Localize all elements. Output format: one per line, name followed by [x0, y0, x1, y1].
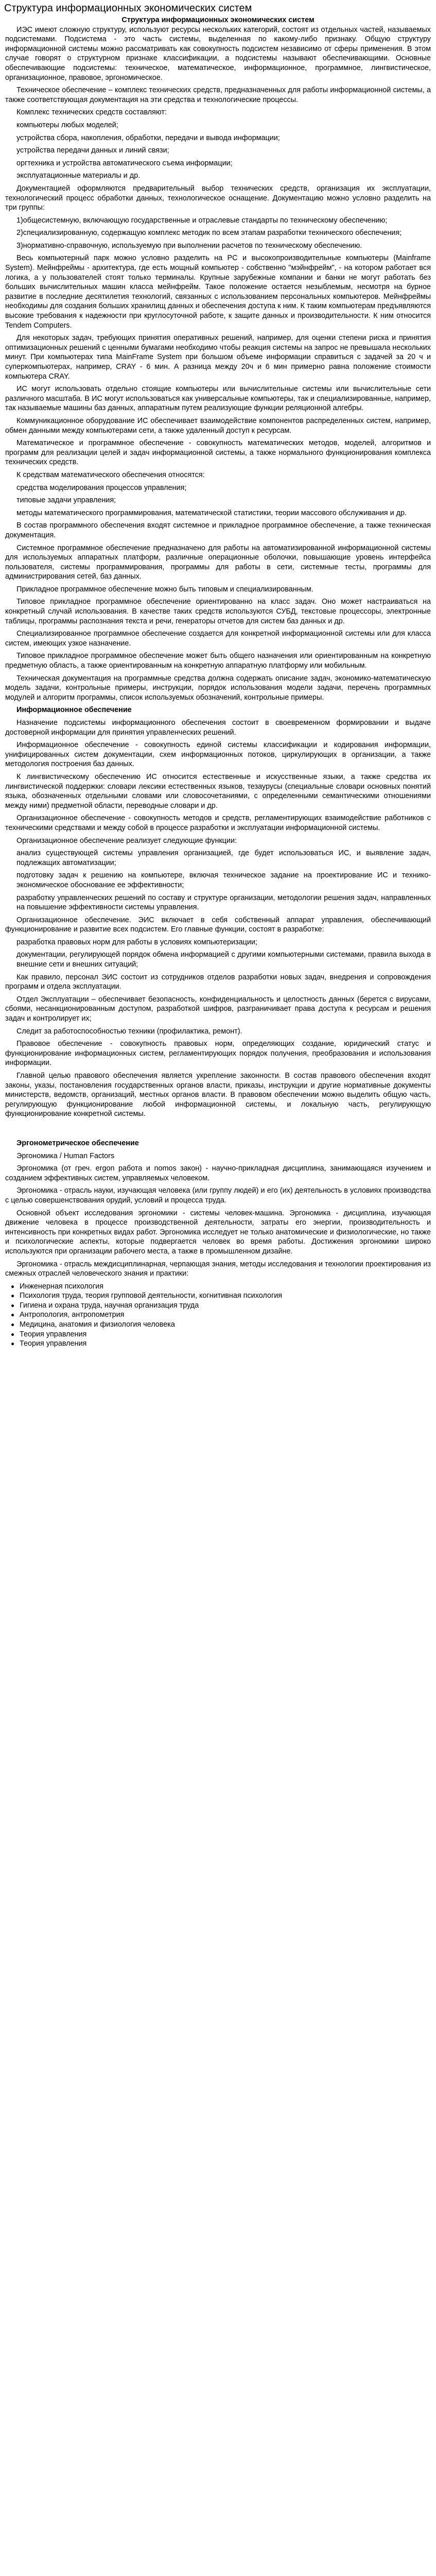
paragraph: Основной объект исследования эргономики - системы человек-машина. Эргономика - дисциплина, изучающая движение человека в процессе производственной деятельности, затраты его энергии, производительность и интенсивность при конкретных видах работ. Эргономика исследует не только анатомические и физиологические, но также и психологические аспекты, которые подвергается человек во время работы. Достижения эргономики широко используются при организации рабочего места, а также в промышленном дизайне.	[5, 1209, 431, 1256]
bullet-item: Теория управления	[20, 1330, 431, 1340]
section-heading: Эргонометрическое обеспечение	[16, 1139, 139, 1147]
bullet-item: Гигиена и охрана труда, научная организация труда	[20, 1301, 431, 1311]
bullet-item: Антропология, антропометрия	[20, 1310, 431, 1320]
list-item: анализ существующей системы управления организацией, где будет использоваться ИС, и выявление задач, подлежащих автоматизации;	[16, 849, 431, 867]
paragraph: Документацией оформляются предварительный выбор технических средств, организация их эксплуатации, технологический процесс обработки данных, технологическое оснащение. Документацию можно условно разделить на три группы:	[5, 184, 431, 212]
document-title: Структура информационных экономических систем	[121, 16, 315, 24]
section-heading: Информационное обеспечение	[16, 706, 132, 715]
document-blocks	[5, 25, 431, 1279]
paragraph: Как правило, персонал ЭИС состоит из сотрудников отделов разработки новых задач, внедрения и сопровождения программ и отдела эксплуатации.	[5, 973, 431, 991]
paragraph: Специализированное программное обеспечение создается для конкретной информационной системы или для класса систем, имеющих узкое назначение.	[5, 630, 431, 648]
section-spacer	[5, 1122, 431, 1136]
bullet-item: Медицина, анатомия и физиология человека	[20, 1320, 431, 1330]
paragraph: Эргономика - отрасль междисциплинарная, черпающая знания, методы исследования и технологии проектирования из смежных отраслей человеческого знания и практики:	[5, 1260, 431, 1278]
paragraph: Прикладное программное обеспечение можно быть типовым и специализированным.	[16, 585, 313, 594]
list-item: устройства передачи данных и линий связи;	[16, 146, 169, 155]
paragraph: Коммуникационное оборудование ИС обеспечивает взаимодействие компонентов распределенных систем, например, обмен данными между компьютерами сети, а также удаленный доступ к ресурсам.	[5, 416, 431, 435]
paragraph: Техническая документация на программные средства должна содержать описание задач, экономико-математическую модель задачи, контрольные примеры, инструкции, порядок использования модели задачи, перечень программных модулей и алгоритм программы, список используемых обозначений, контрольные примеры.	[5, 674, 431, 702]
paragraph: Правовое обеспечение - совокупность правовых норм, определяющих создание, юридический статус и функционирование информационных систем, регламентирующих порядок получения, преобразования и использования информации.	[5, 1040, 431, 1067]
list-item: разработка правовых норм для работы в условиях компьютеризации;	[16, 938, 257, 946]
list-item: оргтехника и устройства автоматического съема информации;	[16, 159, 233, 167]
paragraph: Комплекс технических средств составляют:	[16, 108, 167, 117]
paragraph: Системное программное обеспечение предназначено для работы на автоматизированной информационной системы для используемых аппаратных платформ, различные операционные оболочки, повышающие уровень интерфейса пользователя, системы программирования, программы для работы в сети, системные тесты, программы для администрирования сетей, баз данных.	[5, 544, 431, 581]
bullet-item: Психология труда, теория групповой деятельности, когнитивная психология	[20, 1291, 431, 1301]
list-item: эксплуатационные материалы и др.	[16, 172, 141, 180]
bullet-item: Теория управления	[20, 1339, 431, 1349]
list-item: Следит за работоспособностью техники (профилактика, ремонт).	[16, 1027, 242, 1036]
list-item: разработку управленческих решений по составу и структуре организации, методологии решения задач, направленных на повышение эффективности системы управления.	[16, 893, 431, 912]
paragraph: Организационное обеспечение - совокупность методов и средств, регламентирующих взаимодействие работников с техническими средствами и между собой в процессе разработки и эксплуатации информационной системы.	[5, 814, 431, 832]
list-item: средства моделирования процессов управления;	[16, 483, 187, 492]
paragraph: Главной целью правового обеспечения является укрепление законности. В состав правового обеспечения входят законы, указы, постановления государственных органов власти, приказы, инструкции и другие нормативные документы министерств, ведомств, организаций, местных органов власти. В правовом обеспечении можно выделить общую часть, регулирующую функционирование любой информационной системы, и локальную часть, регулирующую функционирование конкретной системы.	[5, 1072, 431, 1118]
list-item: устройства сбора, накопления, обработки, передачи и вывода информации;	[16, 133, 280, 142]
document-body	[0, 15, 436, 1349]
paragraph: Весь компьютерный парк можно условно разделить на PC и высокопроизводительные компьютеры (Mainframe System). Мейнфреймы - архитектура, где есть мощный компьютер - собственно "мэйнфрейм", - на котором работает вся логика, а у пользователей стоят только терминалы. Крупные зарубежные компании и банки не могут работать без больших вычислительных машин класса мейнфрейм. Такое положение остается незыблемым, несмотря на бурное развитие в последние десятилетия технологий, связанных с использованием персональных компьютеров. Мейнфреймы необходимы для создания больших хранилищ данных и обеспечения доступа к ним. К таким компьютерам предъявляются высокие требования к надежности при круглосуточной работе, к защите данных и производительности. К ним относится Tendem Computers.	[5, 254, 431, 330]
page-heading: Структура информационных экономических систем	[4, 3, 252, 14]
paragraph: Математическое и программное обеспечение - совокупность математических методов, моделей, алгоритмов и программ для реализации целей и задач информационной системы, а также нормального функционирования комплекса технических средств.	[5, 439, 431, 467]
paragraph: В состав программного обеспечения входят системное и прикладное программное обеспечение, а также техническая документация.	[5, 521, 431, 539]
list-item: 2)специализированную, содержащую комплекс методик по всем этапам разработки технического обеспечения;	[16, 229, 402, 238]
paragraph: ИЭС имеют сложную структуру, используют ресурсы нескольких категорий, состоят из отдельных частей, называемых подсистемами. Подсистема - это часть системы, выделенная по какому-либо признаку. Общую структуру информационной системы можно рассматривать как совокупность подсистем независимо от сферы применения. В этом случае говорят о структурном признаке классификации, а подсистемы называют обеспечивающими. Основные обеспечивающие подсистемы: техническое, математическое, информационное, программное, лингвистическое, организационное, правовое, эргономическое.	[5, 25, 431, 82]
paragraph: Эргономика / Human Factors	[16, 1151, 115, 1160]
discipline-list	[5, 1282, 431, 1349]
paragraph: Для некоторых задач, требующих принятия оперативных решений, например, для оценки степени риска и принятия оптимизационных решений с ценными бумагами необходимо чтобы реакция системы на запрос не превышала нескольких минут. При компьютерах типа MainFrame System при большом объеме информации справиться с задачей за 20 ч и суперкомпьютерах, например, CRAY - 6 мин. А разница между 20ч и 6 мин примерно равна положение стоимости компьютера CRAY.	[5, 334, 431, 381]
paragraph: К лингвистическому обеспечению ИС относится естественные и искусственные языки, а также средства их лингвистической поддержки: словари лексики естественных языков, тезаурусы (специальные словари основных понятий языка, обозначенных отдельными словами или словосочетаниями, с определенными семантическими отношениями между ними) предметной области, переводные словари и др.	[5, 772, 431, 810]
list-item: подготовку задач к решению на компьютере, включая техническое задание на проектирование ИС и технико-экономическое обоснование ее эффективности;	[16, 871, 431, 889]
list-item: методы математического программирования, математической статистики, теории массового обслуживания и др.	[16, 509, 407, 517]
list-item: компьютеры любых моделей;	[16, 121, 118, 129]
list-item: типовые задачи управления;	[16, 496, 116, 505]
paragraph: Типовое прикладное программное обеспечение ориентированно на класс задач. Оно может настраиваться на конкретный случай использования. В качестве таких средств используются СУБД, текстовые процессоры, электронные таблицы, программы распознания текста и речи, генераторы отчетов для систем баз данных и др.	[5, 598, 431, 625]
list-item: 1)общесистемную, включающую государственные и отраслевые стандарты по техническому обеспечению;	[16, 216, 388, 225]
paragraph: Организационное обеспечение. ЭИС включает в себя собственный аппарат управления, обеспечивающий функционирование и развитие всех подсистем. Его главные функции, состоят в разработке:	[5, 916, 431, 934]
paragraph: К средствам математического обеспечения относятся:	[16, 470, 205, 479]
list-item: 3)нормативно-справочную, используемую при выполнении расчетов по техническому обеспечению.	[16, 241, 362, 250]
paragraph: Эргономика (от греч. ergon работа и nomos закон) - научно-прикладная дисциплина, занимающаяся изучением и созданием эффективных систем, управляемых человеком.	[5, 1164, 431, 1182]
bullet-item: Инженерная психология	[20, 1282, 431, 1292]
list-item: документации, регулирующей порядок обмена информацией с другими компьютерными системами, правила выхода в внешние сети и внешних ситуаций;	[16, 951, 431, 969]
paragraph: Техническое обеспечение – комплекс технических средств, предназначенных для работы информационной системы, а также соответствующая документация на эти средства и технологические процессы.	[5, 86, 431, 104]
paragraph: Информационное обеспечение - совокупность единой системы классификации и кодирования информации, унифицированных систем документации, схем информационных потоков, циркулирующих в организации, а также методология построения баз данных.	[5, 741, 431, 769]
paragraph: Эргономика - отрасль науки, изучающая человека (или группу людей) и его (их) деятельность в условиях производства с целью совершенствования орудий, условий и процесса труда.	[5, 1187, 431, 1205]
paragraph: Организационное обеспечение реализует следующие функции:	[16, 836, 237, 845]
paragraph: Типовое прикладное программное обеспечение может быть общего назначения или ориентированным на конкретную предметную область, а также ориентированным на конкретную аппаратную платформу или мобильным.	[5, 652, 431, 670]
paragraph: Назначение подсистемы информационного обеспечения состоит в своевременном формировании и выдаче достоверной информации для принятия управленческих решений.	[5, 719, 431, 737]
paragraph: Отдел Эксплуатации – обеспечивает безопасность, конфиденциальность и целостность данных (берется с вирусами, сбоями, несанкционированным доступом, разработкой шифров, разграничивает права доступа к ресурсам и решения задач и контролирует их;	[5, 995, 431, 1023]
paragraph: ИС могут использовать отдельно стоящие компьютеры или вычислительные системы или вычислительные сети различного масштаба. В ИС могут использоваться как универсальные компьютеры, так и специализированные, например, так называемые машины баз данных, аппаратным путем реализующие функции реляционной алгебры.	[5, 385, 431, 413]
